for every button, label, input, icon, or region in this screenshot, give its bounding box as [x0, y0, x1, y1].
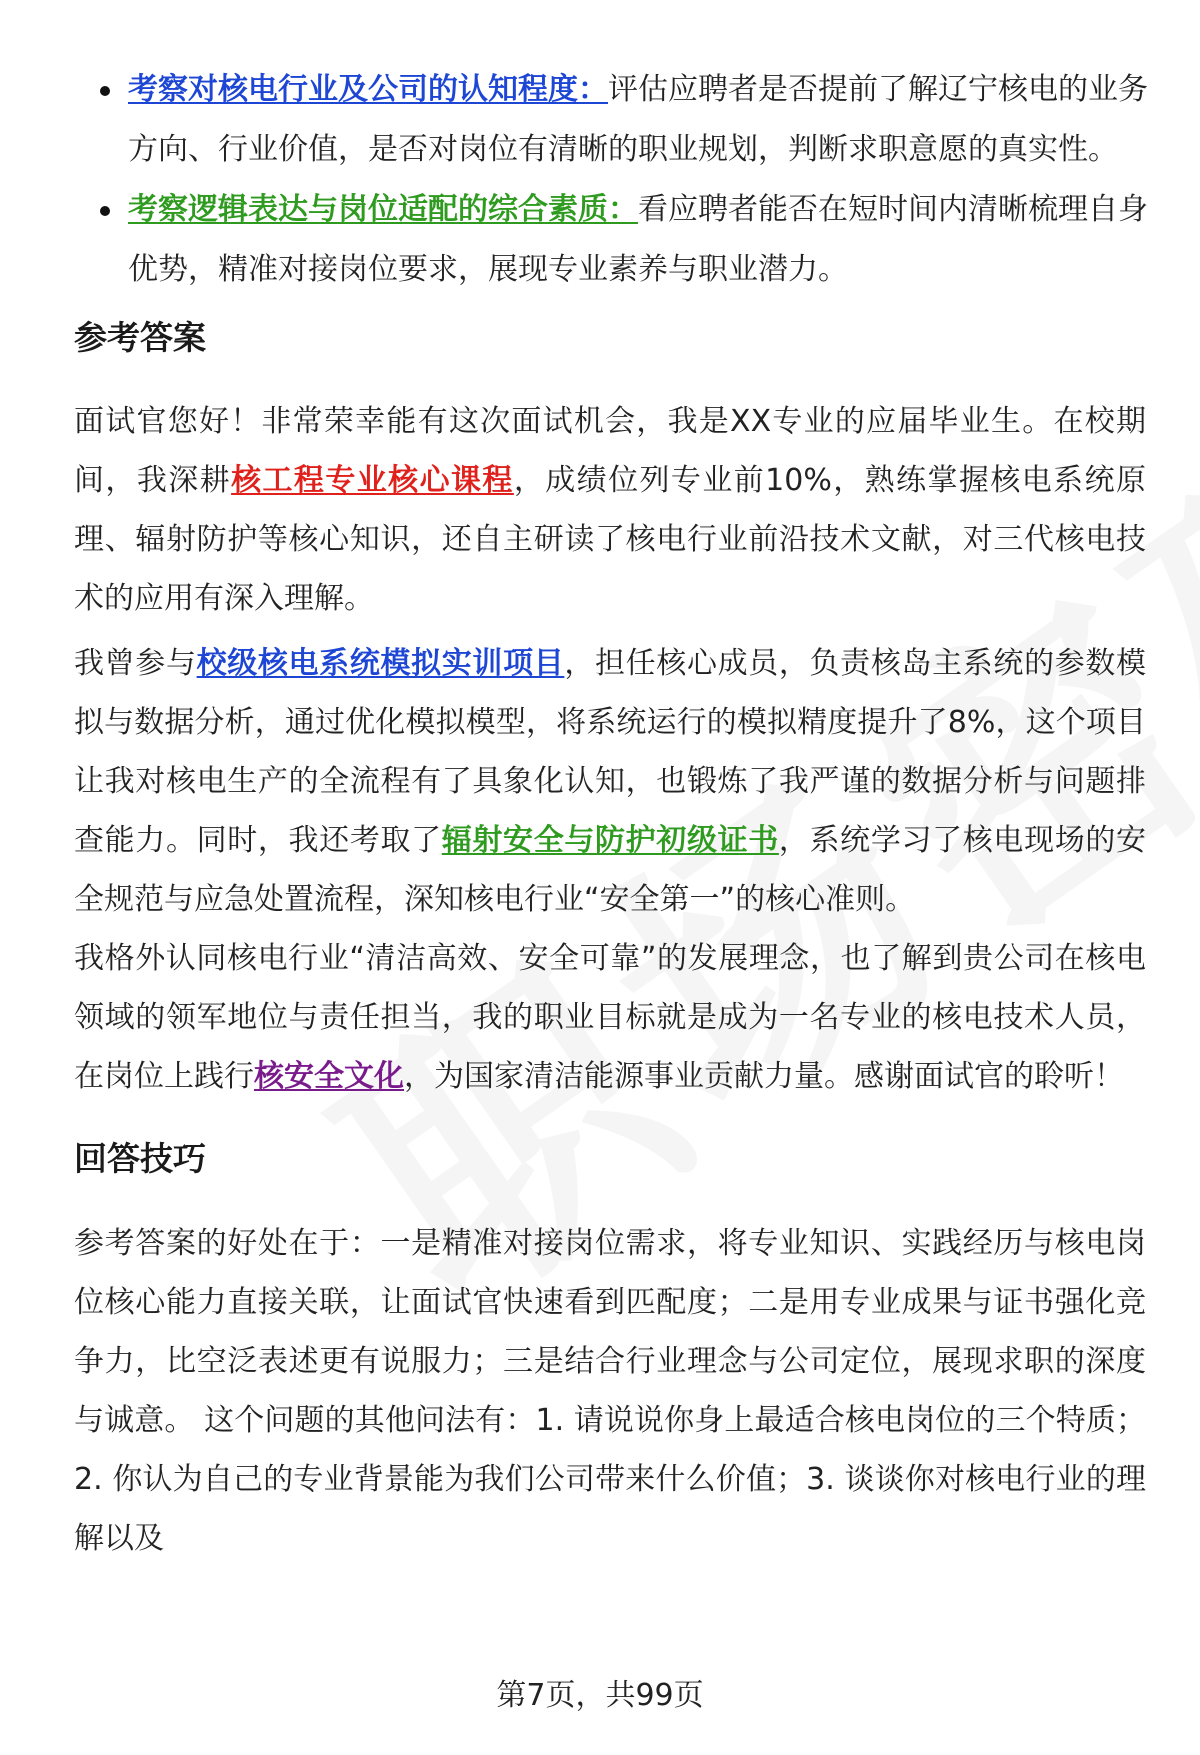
tips-paragraph: 参考答案的好处在于：一是精准对接岗位需求，将专业知识、实践经历与核电岗位核心能力直接关联，让面试官快速看到匹配度；二是用专业成果与证书强化竞争力，比空泛表述更有说服力；三是结合行业理念与公司定位，展现求职的深度与诚意。 这个问题的其他问法有：1. 请说说你身上最适合核电岗位的三个特质；2. 你认为自己的专业背景能为我们公司带来什么价值；3. 谈谈你对核电行业的理解以及 — [74, 1226, 1146, 1556]
bullet-text: 看应聘者能否在短时间内清晰梳理自身优势，精准对接岗位要求，展现专业素养与职业潜力。 — [128, 192, 1148, 287]
bullet-highlight: 考察对核电行业及公司的认知程度： — [128, 72, 608, 107]
bullet-highlight: 考察逻辑表达与岗位适配的综合素质： — [128, 192, 638, 227]
text-segment: ，为国家清洁能源事业贡献力量。感谢面试官的聆听！ — [404, 1059, 1124, 1094]
text-segment: ，成绩位列专业前10%，熟练掌握核电系统原理、辐射防护等核心知识，还自主研读了核电行业前沿技术文献，对三代核电技术的应用有深入理解。 — [74, 463, 1147, 616]
bullet-list — [92, 60, 1152, 300]
highlight-core-courses: 核工程专业核心课程 — [231, 463, 514, 498]
section-heading-reference-answer: 参考答案 — [74, 318, 206, 357]
highlight-training-project: 校级核电系统模拟实训项目 — [196, 646, 565, 681]
bullet-dot-icon — [100, 206, 110, 216]
bullet-text: 评估应聘者是否提前了解辽宁核电的业务方向、行业价值，是否对岗位有清晰的职业规划，判断求职意愿的真实性。 — [128, 72, 1148, 167]
bullet-dot-icon — [100, 86, 110, 96]
text-segment: 面试官您好！非常荣幸能有这次面试机会，我是XX专业的应届毕业生。在校期间，我深耕 — [74, 404, 1146, 498]
bullet-item-knowledge — [92, 60, 1152, 180]
page-number: 第7页，共99页 — [496, 1678, 704, 1713]
answer-paragraph-1 — [74, 392, 1146, 628]
text-segment: ，系统学习了核电现场的安全规范与应急处置流程，深知核电行业“安全第一”的核心准则。 — [74, 823, 1147, 917]
text-segment: 我曾参与 — [74, 646, 197, 681]
answer-paragraph-3 — [74, 929, 1146, 1106]
text-segment: ，担任核心成员，负责核岛主系统的参数模拟与数据分析，通过优化模拟模型，将系统运行的模拟精度提升了8%，这个项目让我对核电生产的全流程有了具象化认知，也锻炼了我严谨的数据分析与问题排查能力。同时，我还考取了 — [74, 646, 1147, 858]
highlight-certificate: 辐射安全与防护初级证书 — [441, 823, 779, 858]
answer-paragraph-2 — [74, 634, 1146, 929]
bullet-item-competence — [92, 180, 1152, 300]
text-segment: 我格外认同核电行业“清洁高效、安全可靠”的发展理念，也了解到贵公司在核电领域的领军地位与责任担当，我的职业目标就是成为一名专业的核电技术人员，在岗位上践行 — [74, 941, 1146, 1094]
highlight-safety-culture: 核安全文化 — [254, 1059, 404, 1094]
section-heading-answer-tips: 回答技巧 — [74, 1139, 206, 1178]
